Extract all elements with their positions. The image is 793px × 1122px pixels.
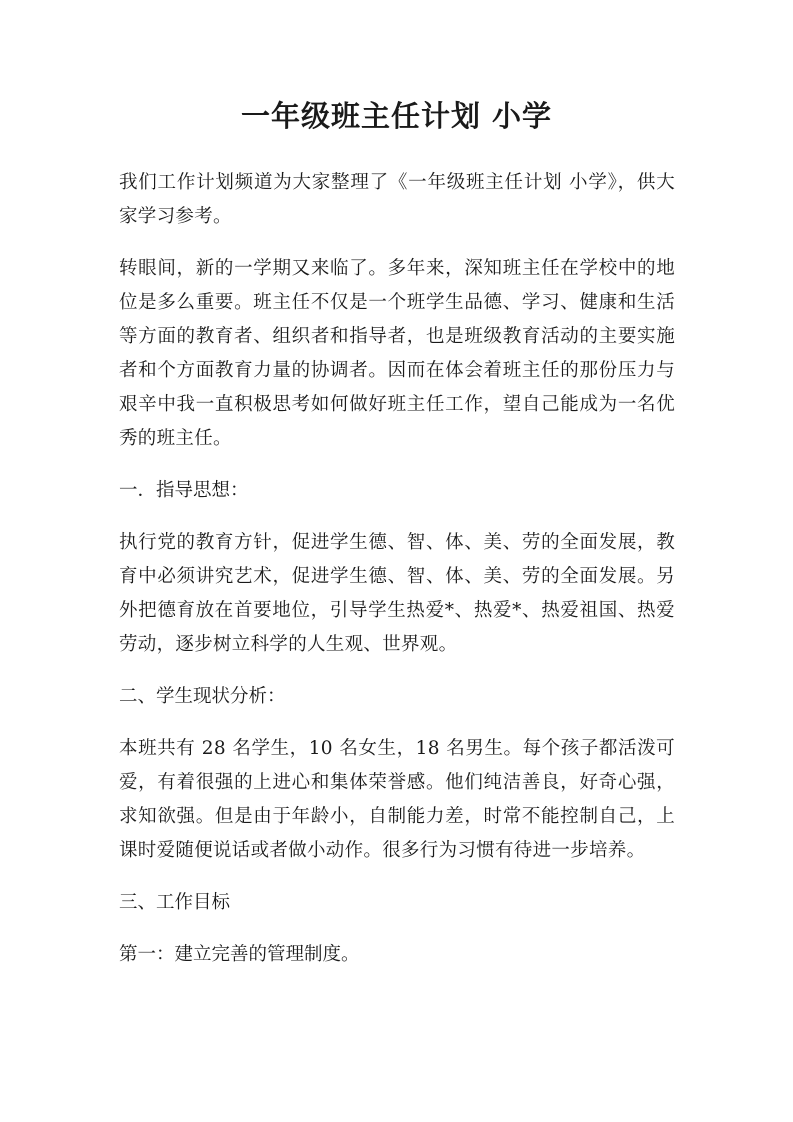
guiding-ideology-paragraph: 执行党的教育方针，促进学生德、智、体、美、劳的全面发展，教育中必须讲究艺术，促进学生德、智、体、美、劳的全面发展。另外把德育放在首要地位，引导学生热爱*、热爱*、热爱祖国、热爱劳动，逐步树立科学的人生观、世界观。 bbox=[119, 532, 675, 655]
section-heading-guiding-ideology: 一．指导思想： bbox=[119, 480, 249, 501]
document-body bbox=[119, 166, 675, 990]
opening-paragraph: 转眼间，新的一学期又来临了。多年来，深知班主任在学校中的地位是多么重要。班主任不仅是一个班学生品德、学习、健康和生活等方面的教育者、组织者和指导者，也是班级教育活动的主要实施者和个方面教育力量的协调者。因而在体会着班主任的那份压力与艰辛中我一直积极思考如何做好班主任工作，望自己能成为一名优秀的班主任。 bbox=[119, 258, 675, 449]
subsection-heading-management-system: 第一：建立完善的管理制度。 bbox=[119, 944, 360, 965]
student-analysis-paragraph: 本班共有 28 名学生，10 名女生，18 名男生。每个孩子都活泼可爱，有着很强的上进心和集体荣誉感。他们纯洁善良，好奇心强，求知欲强。但是由于年龄小，自制能力差，时常不能控制自己，上课时爱随便说话或者做小动作。很多行为习惯有待进一步培养。 bbox=[119, 738, 675, 861]
section-heading-work-goals: 三、工作目标 bbox=[119, 892, 231, 913]
intro-paragraph: 我们工作计划频道为大家整理了《一年级班主任计划 小学》，供大家学习参考。 bbox=[119, 172, 675, 227]
section-heading-student-analysis: 二、学生现状分析： bbox=[119, 686, 286, 707]
document-title: 一年级班主任计划 小学 bbox=[240, 99, 553, 133]
